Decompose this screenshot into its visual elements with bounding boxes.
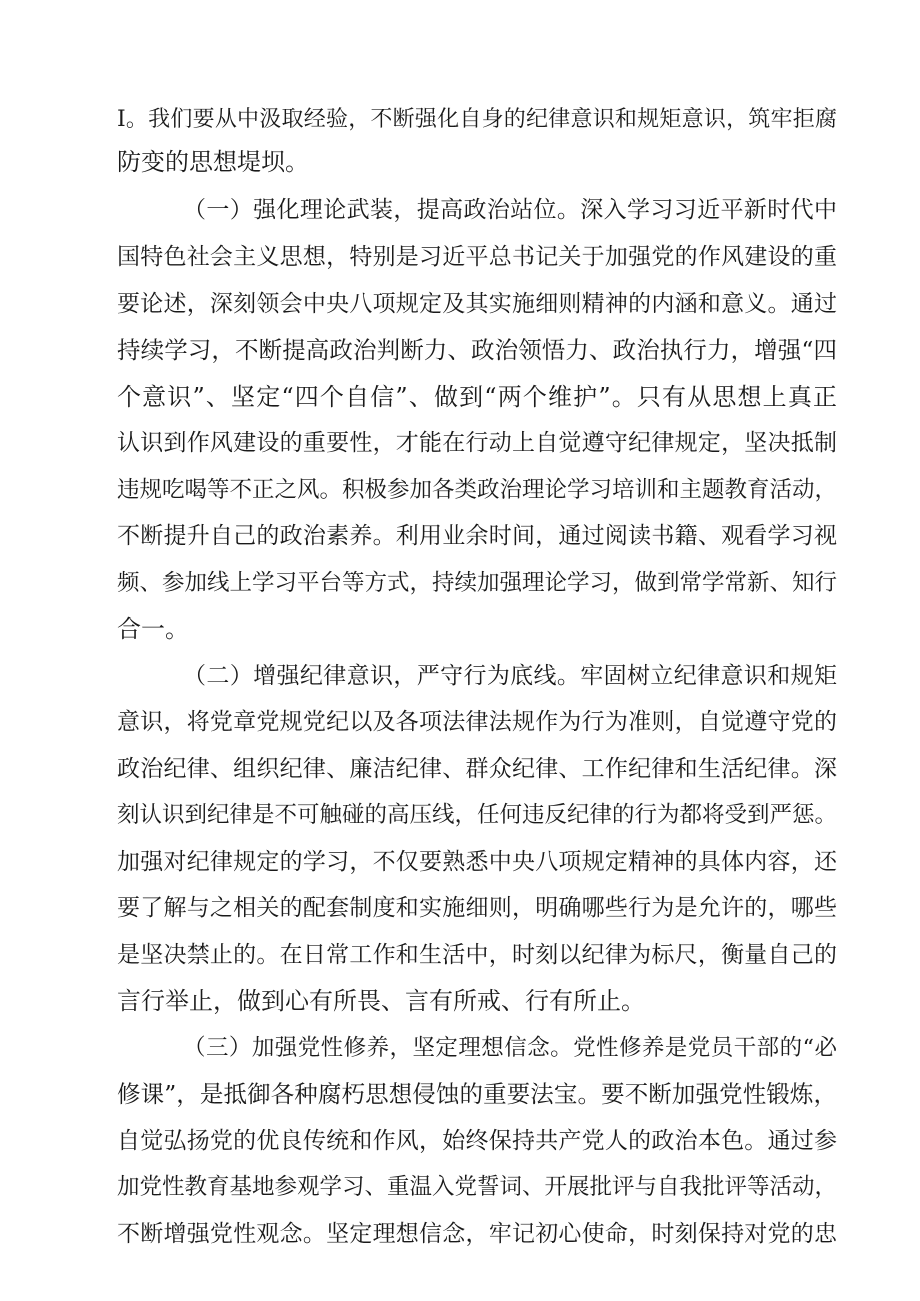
text-line: I。我们要从中汲取经验，不断强化自身的纪律意识和规矩意识，筑牢拒腐 [117, 107, 837, 132]
text-line: 是坚决禁止的。在日常工作和生活中，时刻以纪律为标尺，衡量自己的 [117, 942, 837, 968]
text-line: 频、参加线上学习平台等方式，持续加强理论学习，做到常学常新、知行 [117, 570, 838, 596]
text-line: 不断增强党性观念。坚定理想信念，牢记初心使命，时刻保持对党的忠 [117, 1221, 837, 1247]
text-line: 加强对纪律规定的学习，不仅要熟悉中央八项规定精神的具体内容，还 [117, 849, 837, 875]
text-line: 国特色社会主义思想，特别是习近平总书记关于加强党的作风建设的重 [117, 244, 837, 270]
paragraph-heading-3: （三）加强党性修养，坚定理想信念。党性修养是党员干部的“必 [183, 1035, 837, 1061]
paragraph-heading-2: （二）增强纪律意识，严守行为底线。牢固树立纪律意识和规矩 [183, 663, 837, 689]
text-line: 言行举止，做到心有所畏、言有所戒、行有所止。 [117, 987, 645, 1015]
text-line: 刻认识到纪律是不可触碰的高压线，任何违反纪律的行为都将受到严惩。 [117, 802, 838, 828]
paragraph-heading-1: （一）强化理论武装，提高政治站位。深入学习习近平新时代中 [183, 197, 837, 223]
text-line: 违规吃喝等不正之风。积极参加各类政治理论学习培训和主题教育活动， [117, 477, 838, 503]
text-line: 加党性教育基地参观学习、重温入党誓词、开展批评与自我批评等活动， [117, 1174, 838, 1200]
text-line: 不断提升自己的政治素养。利用业余时间，通过阅读书籍、观看学习视 [117, 523, 837, 549]
text-line: 要了解与之相关的配套制度和实施细则，明确哪些行为是允许的，哪些 [117, 895, 837, 921]
text-line: 持续学习，不断提高政治判断力、政治领悟力、政治执行力，增强“四 [117, 336, 837, 364]
text-line: 修课”，是抵御各种腐朽思想侵蚀的重要法宝。要不断加强党性锻炼， [117, 1080, 837, 1108]
text-line: 防变的思想堤坝。 [117, 148, 309, 176]
text-line: 自觉弘扬党的优良传统和作风，始终保持共产党人的政治本色。通过参 [117, 1128, 837, 1154]
text-line: 意识，将党章党规党纪以及各项法律法规作为行为准则，自觉遵守党的 [117, 709, 837, 735]
text-line: 合一。 [117, 615, 189, 643]
text-line: 个意识”、坚定“四个自信”、做到“两个维护”。只有从思想上真正 [117, 383, 837, 411]
text-line: 政治纪律、组织纪律、廉洁纪律、群众纪律、工作纪律和生活纪律。深 [117, 756, 837, 782]
text-line: 认识到作风建设的重要性，才能在行动上自觉遵守纪律规定，坚决抵制 [117, 430, 837, 456]
text-line: 要论述，深刻领会中央八项规定及其实施细则精神的内涵和意义。通过 [117, 291, 837, 317]
